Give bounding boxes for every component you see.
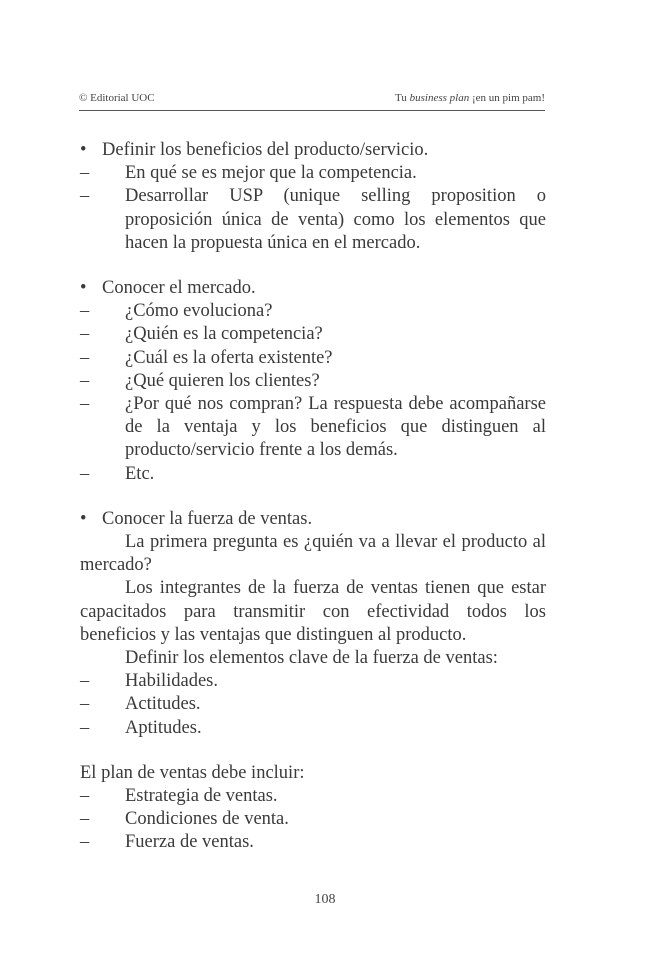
dash-mark: –	[80, 394, 90, 415]
dash-mark: –	[80, 163, 90, 184]
dash-item: – Estrategia de ventas.	[80, 785, 546, 808]
dash-item: – Etc.	[80, 463, 546, 486]
dash-mark: –	[80, 186, 90, 207]
dash-mark: –	[80, 832, 90, 853]
dash-mark: –	[80, 786, 90, 807]
paragraph: Definir los elementos clave de la fuerza de ventas:	[125, 648, 498, 669]
bullet-mark: •	[80, 140, 87, 160]
dash-mark: –	[80, 370, 90, 391]
paragraph: La primera pregunta es ¿quién va a llevar el producto al mercado?	[80, 532, 546, 576]
dash-mark: –	[80, 301, 90, 322]
dash-item: – Actitudes.	[80, 693, 546, 716]
dash-item: – ¿Cuál es la oferta existente?	[80, 347, 546, 370]
dash-item: – ¿Qué quieren los clientes?	[80, 370, 546, 393]
dash-mark: –	[80, 694, 90, 715]
running-header	[79, 88, 545, 111]
dash-mark: –	[80, 463, 90, 484]
dash-item: – ¿Por qué nos compran? La respuesta debe acompañarse de la ventaja y los beneficios que distinguen al producto/servicio frente a los demás.	[80, 394, 546, 461]
dash-mark: –	[80, 671, 90, 692]
dash-mark: –	[80, 717, 90, 738]
book-title: Tu business plan ¡en un pim pam!	[395, 92, 545, 104]
dash-item: – Desarrollar USP (unique selling proposition o proposición única de venta) como los elementos que hacen la propuesta única en el mercado.	[80, 186, 546, 253]
dash-item: – Fuerza de ventas.	[80, 831, 546, 854]
dash-item: – Habilidades.	[80, 670, 546, 693]
paragraph: Los integrantes de la fuerza de ventas tienen que estar capacitados para transmitir con efectividad todos los beneficios y las ventajas que distinguen al producto.	[80, 578, 546, 645]
dash-mark: –	[80, 809, 90, 830]
intro-line: El plan de ventas debe incluir:	[80, 762, 305, 783]
publisher-label: © Editorial UOC	[79, 92, 155, 104]
dash-mark: –	[80, 324, 90, 345]
bullet-item: • Conocer el mercado.	[80, 277, 546, 300]
dash-item: – Aptitudes.	[80, 717, 546, 740]
dash-item: – ¿Quién es la competencia?	[80, 323, 546, 346]
dash-item: – ¿Cómo evoluciona?	[80, 300, 546, 323]
bullet-mark: •	[80, 508, 87, 529]
dash-item: – En qué se es mejor que la competencia.	[80, 162, 546, 185]
dash-mark: –	[80, 347, 90, 368]
bullet-item: • Definir los beneficios del producto/servicio.	[80, 139, 546, 162]
page-body	[80, 139, 546, 855]
bullet-mark: •	[80, 278, 87, 299]
bullet-item: • Conocer la fuerza de ventas.	[80, 508, 546, 531]
dash-item: – Condiciones de venta.	[80, 808, 546, 831]
page-number: 108	[314, 892, 336, 907]
